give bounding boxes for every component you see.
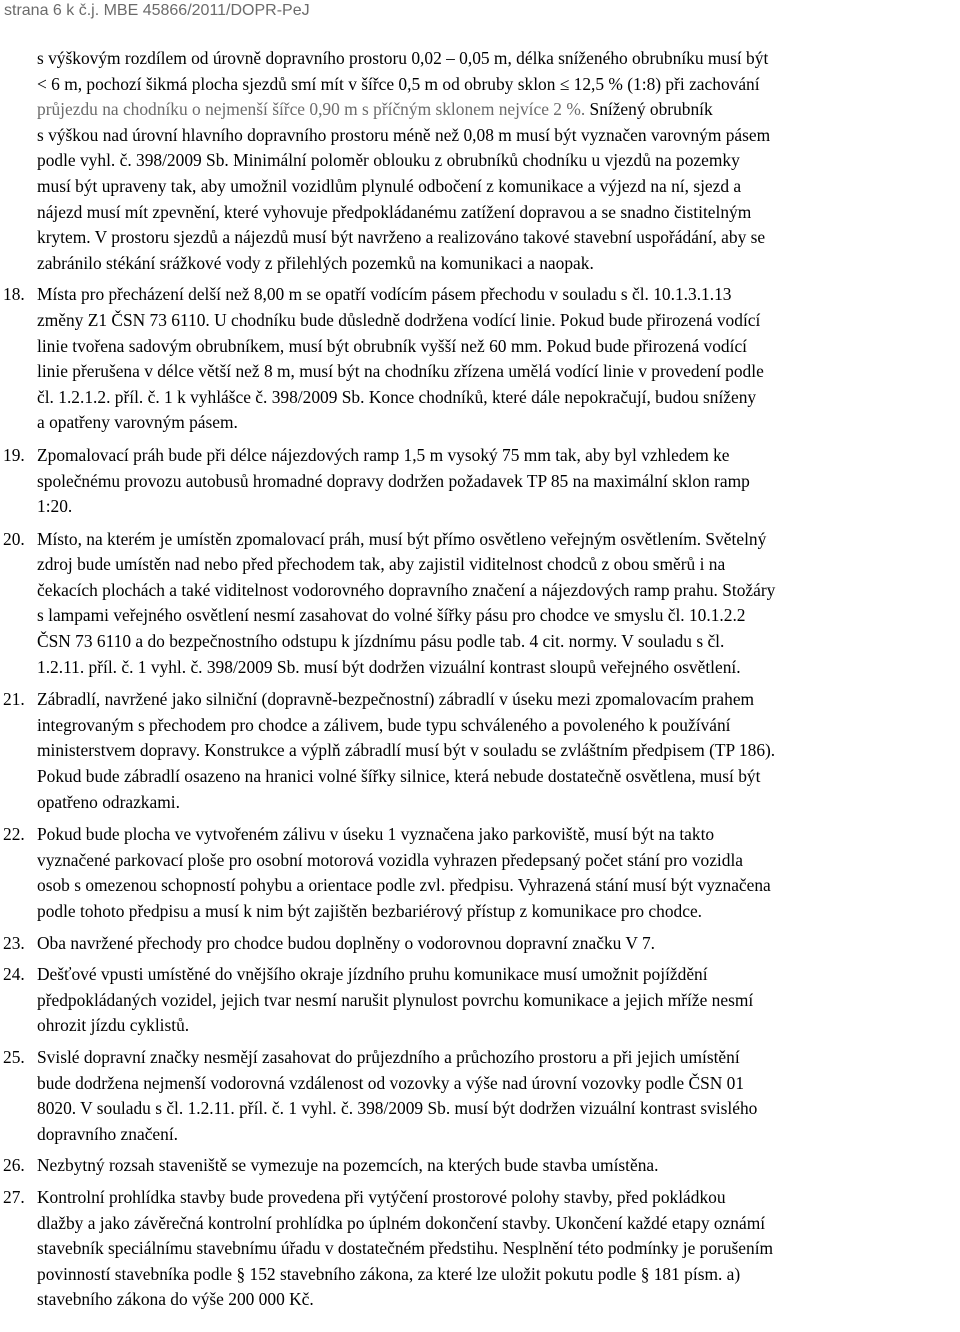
intro-line-3: průjezdu na chodníku o nejmenší šířce 0,90 m s příčným sklonem nejvíce 2 %. [37, 99, 586, 120]
item-line: ministerstvem dopravy. Konstrukce a výplň zábradlí musí být v souladu se zvláštním předpisem (TP 186). [37, 740, 776, 761]
item-line: Nezbytný rozsah staveniště se vymezuje na pozemcích, na kterých bude stavba umístěna. [37, 1155, 659, 1176]
item-line: Místa pro přecházení delší než 8,00 m se opatří vodícím pásem přechodu v souladu s čl. 10.1.3.1.13 [37, 284, 732, 305]
intro-line-8: krytem. V prostoru sjezdů a nájezdů musí být navrženo a realizováno takové stavební uspořádání, aby se [37, 227, 766, 248]
item-line: zdroj bude umístěn nad nebo před přechodem tak, aby zajistil viditelnost chodců z obou směrů i na [37, 554, 726, 575]
item-line: změny Z1 ČSN 73 6110. U chodníku bude důsledně dodržena vodící linie. Pokud bude přirozená vodící [37, 309, 761, 330]
item-number: 24. [3, 964, 25, 985]
item-line: osob s omezenou schopností pohybu a orientace podle zvl. předpisu. Vyhrazená stání musí být vyznačena [37, 875, 771, 896]
item-line: Pokud bude zábradlí osazeno na hranici volné šířky silnice, která nebude dostatečně osvětlena, musí být [37, 766, 761, 787]
item-line: linie tvořena sadovým obrubníkem, musí být obrubník vyšší než 60 mm. Pokud bude přirozená vodící [37, 335, 748, 356]
item-line: a opatřeny varovným pásem. [37, 412, 238, 433]
item-line: Kontrolní prohlídka stavby bude provedena při vytýčení prostorové polohy stavby, před pokládkou [37, 1186, 726, 1207]
item-line: s lampami veřejného osvětlení nesmí zasahovat do volné šířky pásu pro chodce ve smyslu čl. 10.1.2.2 [37, 605, 746, 626]
item-line: 1:20. [37, 496, 73, 517]
item-line: Svislé dopravní značky nesmějí zasahovat do průjezdního a průchozího prostoru a při jejich umístění [37, 1046, 740, 1067]
list-item [3, 687, 957, 815]
intro-line-5: podle vyhl. č. 398/2009 Sb. Minimální poloměr oblouku z obrubníků chodníku u vjezdů na pozemky [37, 150, 740, 171]
item-line: vyznačené parkovací ploše pro osobní motorová vozidla vyhrazen předepsaný počet stání pro vozidla [37, 849, 744, 870]
item-number: 20. [3, 528, 25, 549]
intro-paragraph [37, 46, 957, 276]
item-line: ohrozit jízdu cyklistů. [37, 1015, 190, 1036]
item-number: 26. [3, 1155, 25, 1176]
page-header-text: strana 6 k č.j. MBE 45866/2011/DOPR-PeJ [4, 2, 310, 19]
list-item [3, 962, 957, 1039]
item-number: 21. [3, 689, 25, 710]
item-line: bude dodržena nejmenší vodorovná vzdálenost od vozovky a výše nad úrovní vozovky podle ČSN 01 [37, 1072, 745, 1093]
intro-line-9: zabránilo stékání srážkové vody z přilehlých pozemků na komunikaci a naopak. [37, 252, 594, 273]
list-item [3, 443, 957, 520]
item-line: Oba navržené přechody pro chodce budou doplněny o vodorovnou dopravní značku V 7. [37, 932, 656, 953]
item-line: Místo, na kterém je umístěn zpomalovací práh, musí být přímo osvětleno veřejným osvětlením. Světelný [37, 528, 767, 549]
page-header [4, 2, 310, 20]
item-number: 23. [3, 932, 25, 953]
item-line: integrovaným s přechodem pro chodce a zálivem, bude typu schváleného a povoleného k používání [37, 714, 731, 735]
item-line: Zpomalovací práh bude při délce nájezdových ramp 1,5 m vysoký 75 mm tak, aby byl vzhledem ke [37, 444, 730, 465]
item-line: opatřeno odrazkami. [37, 791, 180, 812]
intro-line-4: s výškou nad úrovní hlavního dopravního prostoru méně než 0,08 m musí být vyznačen varovným pásem [37, 124, 771, 145]
item-number: 18. [3, 284, 25, 305]
item-line: společnému provozu autobusů hromadné dopravy dodržen požadavek TP 85 na maximální sklon ramp [37, 470, 750, 491]
list-item [3, 282, 957, 436]
item-line: stavebník speciálnímu stavebnímu úřadu v dostatečném předstihu. Nesplnění této podmínky je porušením [37, 1238, 774, 1259]
list-item [3, 822, 957, 924]
item-line: Dešťové vpusti umístěné do vnějšího okraje jízdního pruhu komunikace musí umožnit pojíždění [37, 964, 708, 985]
item-line: dlažby a jako závěrečná kontrolní prohlídka po úplném dokončení stavby. Ukončení každé etapy oznámí [37, 1212, 766, 1233]
document-body [3, 46, 957, 1313]
item-number: 25. [3, 1046, 25, 1067]
item-line: podle tohoto předpisu a musí k nim být zajištěn bezbariérový přístup z komunikace pro chodce. [37, 901, 703, 921]
item-line: stavebního zákona do výše 200 000 Kč. [37, 1289, 314, 1310]
list-item [3, 1185, 957, 1313]
item-line: Pokud bude plocha ve vytvořeném zálivu v úseku 1 vyznačena jako parkoviště, musí být na takto [37, 824, 715, 845]
intro-line-1: s výškovým rozdílem od úrovně dopravního prostoru 0,02 – 0,05 m, délka sníženého obrubníku musí být [37, 48, 769, 68]
list-item [3, 931, 957, 957]
intro-line-6: musí být upraveny tak, aby umožnil vozidlům plynulé odbočení z komunikace a výjezd na ní, sjezd a [37, 175, 742, 196]
list-item [3, 1153, 957, 1179]
item-line: povinností stavebníka podle § 152 stavebního zákona, za které lze uložit pokutu podle § 181 písm. a) [37, 1263, 741, 1284]
list-item [3, 1045, 957, 1147]
item-line: ČSN 73 6110 a do bezpečnostního odstupu k jízdnímu pásu podle tab. 4 cit. normy. V souladu s čl. [37, 631, 725, 652]
item-line: 1.2.11. příl. č. 1 vyhl. č. 398/2009 Sb. musí být dodržen vizuální kontrast sloupů veřejného osvětlení. [37, 656, 741, 677]
list-item [3, 527, 957, 681]
intro-line-3b: Snížený obrubník [585, 99, 713, 120]
item-line: předpokládaných vozidel, jejich tvar nesmí narušit plynulost povrchu komunikace a jejich mříže nesmí [37, 989, 754, 1010]
item-line: linie přerušena v délce větší než 8 m, musí být na chodníku zřízena umělá vodící linie v provedení podle [37, 361, 764, 382]
conditions-list [3, 282, 957, 1313]
item-line: čekacích plochách a také viditelnost vodorovného dopravního značení a nájezdových ramp prahu. Stožáry [37, 579, 776, 600]
intro-line-7: nájezd musí mít zpevnění, které vyhovuje předpokládanému zatížení dopravou a se snadno čistitelným [37, 201, 752, 222]
item-line: 8020. V souladu s čl. 1.2.11. příl. č. 1 vyhl. č. 398/2009 Sb. musí být dodržen vizuální kontrast svislého [37, 1098, 758, 1119]
item-number: 22. [3, 824, 25, 845]
item-line: čl. 1.2.1.2. příl. č. 1 k vyhlášce č. 398/2009 Sb. Konce chodníků, které dále nepokračují, budou sníženy [37, 386, 757, 407]
item-number: 27. [3, 1186, 25, 1207]
intro-line-2: < 6 m, pochozí šikmá plocha sjezdů smí mít v šířce 0,5 m od obruby sklon ≤ 12,5 % (1:8) při zachování [37, 73, 760, 94]
item-line: Zábradlí, navržené jako silniční (dopravně-bezpečnostní) zábradlí v úseku mezi zpomalovacím prahem [37, 689, 755, 710]
item-line: dopravního značení. [37, 1123, 179, 1144]
item-number: 19. [3, 444, 25, 465]
